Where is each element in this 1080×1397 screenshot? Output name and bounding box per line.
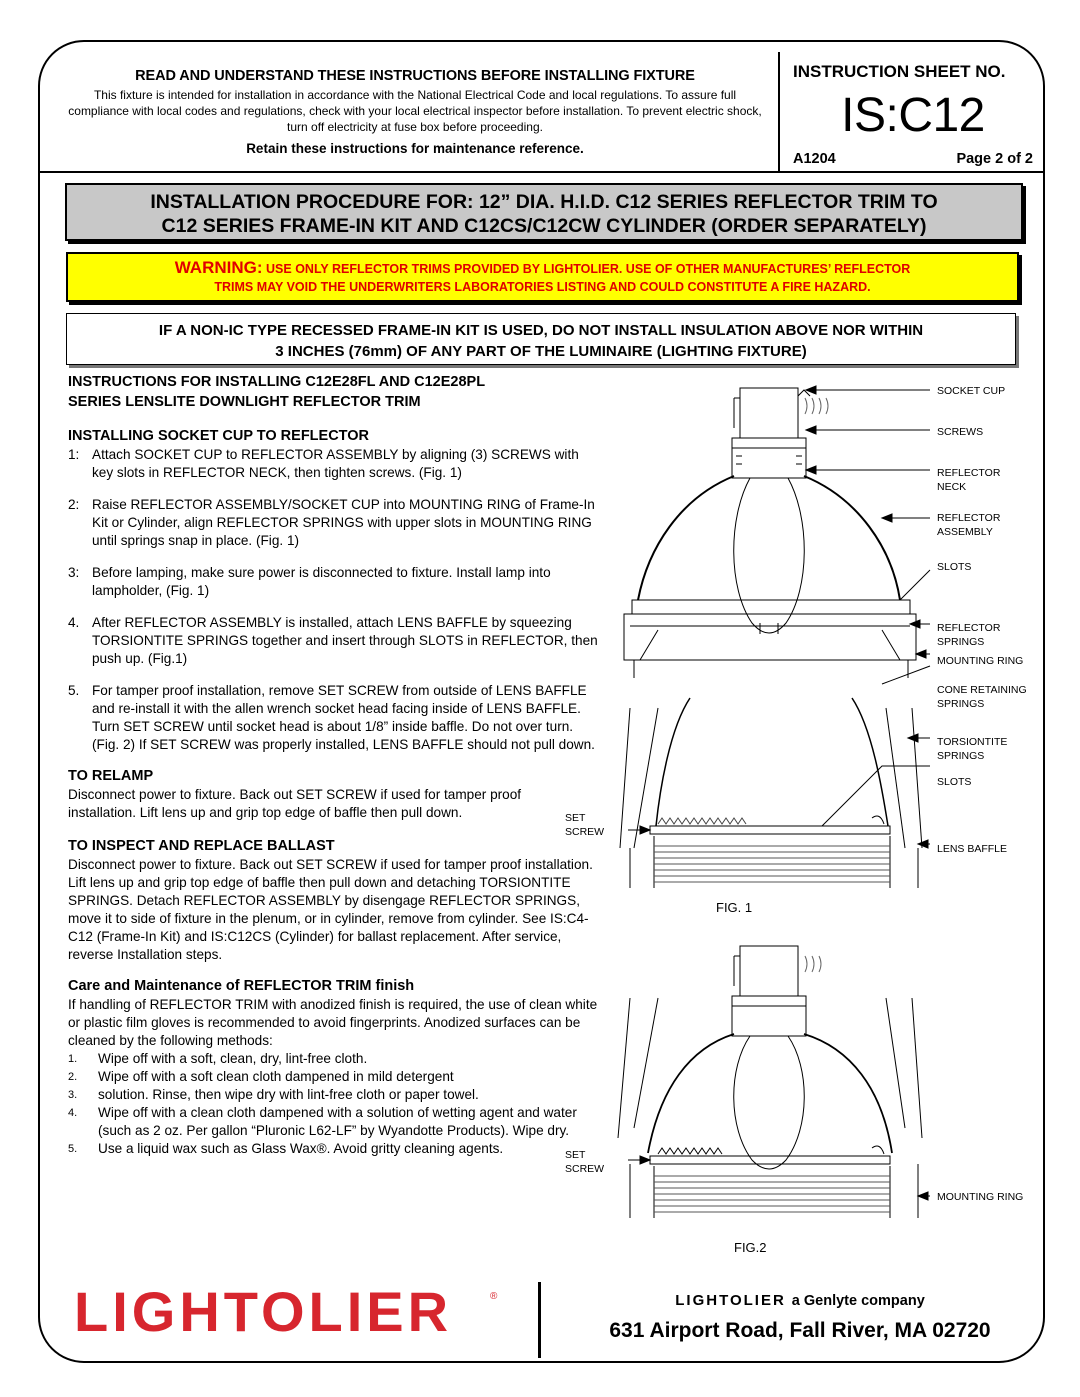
care-item: 5. Use a liquid wax such as Glass Wax®. Avoid gritty cleaning agents. — [68, 1141, 504, 1156]
logo-wordmark: LIGHTOLIER — [74, 1281, 453, 1343]
insulation-line-2: 3 INCHES (76mm) OF ANY PART OF THE LUMINAIRE (LIGHTING FIXTURE) — [275, 343, 807, 360]
fig2-label-set-2: SCREW — [565, 1163, 605, 1175]
label-slots: SLOTS — [937, 561, 972, 573]
sheet-info — [793, 62, 1033, 167]
lightolier-logo — [72, 1281, 512, 1345]
notice-intro: This fixture is intended for installation in accordance with the National Electrical Code and local regulations. To assure full compliance with local codes and regulations, check with your local electrical inspector before installation. To prevent electric shock, turn off electricity at fuse box before proceeding. — [68, 88, 762, 134]
company-address: 631 Airport Road, Fall River, MA 02720 — [609, 1319, 991, 1342]
company-tagline: a Genlyte company — [791, 1292, 925, 1309]
relamp-heading: TO RELAMP — [68, 768, 154, 784]
label-set-1: SET — [565, 812, 586, 824]
page-number: Page 2 of 2 — [956, 151, 1033, 167]
small-logo: LIGHTOLIER — [675, 1292, 786, 1309]
label-reflector-neck-2: NECK — [937, 481, 967, 493]
label-reflector-neck-1: REFLECTOR — [937, 467, 1001, 479]
step-2: 2: Raise REFLECTOR ASSEMBLY/SOCKET CUP into MOUNTING RING of Frame-In Kit or Cylinder, align REFLECTOR SPRINGS with upper slots in MOUNTING RING until springs snap in place. (Fig. 1) — [68, 497, 595, 548]
care-item: 4. Wipe off with a clean cloth dampened with a solution of wetting agent and water (such as 2 oz. Per gallon “Pluronic L62-LF” by Wyandotte Products). Wipe dry. — [68, 1105, 577, 1138]
svg-text:®: ® — [490, 1291, 498, 1302]
procedure-title — [65, 183, 1023, 241]
label-cone-springs-2: SPRINGS — [937, 698, 985, 710]
ballast-heading: TO INSPECT AND REPLACE BALLAST — [68, 838, 335, 854]
notice-heading: READ AND UNDERSTAND THESE INSTRUCTIONS BEFORE INSTALLING FIXTURE — [135, 68, 695, 84]
label-socket-cup: SOCKET CUP — [937, 385, 1006, 397]
title-line-1: INSTALLATION PROCEDURE FOR: 12” DIA. H.I.D. C12 SERIES REFLECTOR TRIM TO — [150, 191, 938, 213]
label-slots-2: SLOTS — [937, 776, 972, 788]
relamp-text: Disconnect power to fixture. Back out SET SCREW if used for tamper proof installation. Lift lens up and grip top edge of baffle then pull down. — [68, 787, 522, 820]
insulation-notice — [66, 313, 1016, 365]
care-heading: Care and Maintenance of REFLECTOR TRIM finish — [68, 978, 415, 994]
care-item: 3. solution. Rinse, then wipe dry with lint-free cloth or paper towel. — [68, 1087, 479, 1102]
doc-id: A1204 — [793, 151, 836, 167]
care-item: 2. Wipe off with a soft clean cloth dampened in mild detergent — [68, 1069, 454, 1084]
warning-line-2: TRIMS MAY VOID THE UNDERWRITERS LABORATORIES LISTING AND COULD CONSTITUTE A FIRE HAZARD. — [214, 280, 871, 294]
title-line-2: C12 SERIES FRAME-IN KIT AND C12CS/C12CW CYLINDER (ORDER SEPARATELY) — [161, 215, 927, 237]
warning-box — [66, 252, 1019, 302]
sheet-code: IS:C12 — [841, 89, 985, 142]
retain-note: Retain these instructions for maintenance reference. — [246, 141, 584, 156]
header-rule — [40, 171, 1043, 173]
label-torsion-1: TORSIONTITE — [937, 736, 1008, 748]
label-mounting-ring: MOUNTING RING — [937, 655, 1024, 667]
label-reflector-assembly-1: REFLECTOR — [937, 512, 1001, 524]
warning-line-1: USE ONLY REFLECTOR TRIMS PROVIDED BY LIGHTOLIER. USE OF OTHER MANUFACTURES’ REFLECTOR — [266, 262, 911, 276]
instructions-column — [68, 372, 598, 1158]
step-4: 4. After REFLECTOR ASSEMBLY is installed, attach LENS BAFFLE by squeezing TORSIONTITE SPRINGS together and insert through SLOTS in REFLECTOR, then push up. (Fig.1) — [68, 615, 598, 666]
footer-divider — [538, 1282, 541, 1358]
socket-heading: INSTALLING SOCKET CUP TO REFLECTOR — [68, 428, 370, 444]
label-torsion-2: SPRINGS — [937, 750, 985, 762]
step-5: 5. For tamper proof installation, remove SET SCREW from outside of LENS BAFFLE and re-install it with the allen wrench socket head facing inside of LENS BAFFLE. Turn SET SCREW until socket head is about 1/8” inside baffle. Do not over turn. (Fig. 2) If SET SCREW was properly installed, LENS BAFFLE should not pull down. — [68, 683, 595, 752]
sheet-label: INSTRUCTION SHEET NO. — [793, 62, 1006, 81]
label-reflector-springs-1: REFLECTOR — [937, 622, 1001, 634]
fig2-label-set-1: SET — [565, 1149, 586, 1161]
figure-1-caption: FIG. 1 — [716, 900, 753, 915]
header-notice — [58, 68, 772, 156]
warning-label: WARNING: — [174, 258, 263, 277]
company-info — [570, 1292, 1030, 1343]
header-divider — [778, 52, 780, 172]
label-reflector-assembly-2: ASSEMBLY — [937, 526, 993, 538]
label-screws: SCREWS — [937, 426, 984, 438]
figure-2-caption: FIG.2 — [734, 1240, 767, 1255]
label-set-2: SCREW — [565, 826, 605, 838]
main-heading-1: INSTRUCTIONS FOR INSTALLING C12E28FL AND C12E28PL — [68, 374, 486, 390]
step-1: 1: Attach SOCKET CUP to REFLECTOR ASSEMBLY by aligning (3) SCREWS with key slots in REFLECTOR NECK, then tighten screws. (Fig. 1) — [68, 447, 579, 480]
step-3: 3: Before lamping, make sure power is disconnected to fixture. Install lamp into lampholder, (Fig. 1) — [68, 565, 551, 598]
main-heading-2: SERIES LENSLITE DOWNLIGHT REFLECTOR TRIM — [68, 394, 421, 410]
care-intro: If handling of REFLECTOR TRIM with anodized finish is required, the use of clean white or plastic film gloves is recommended to avoid fingerprints. Anodized surfaces can be cleaned by the following methods: — [68, 997, 598, 1048]
insulation-line-1: IF A NON-IC TYPE RECESSED FRAME-IN KIT IS USED, DO NOT INSTALL INSULATION ABOVE NOR WITHIN — [158, 322, 924, 339]
label-reflector-springs-2: SPRINGS — [937, 636, 985, 648]
ballast-text: Disconnect power to fixture. Back out SET SCREW if used for tamper proof installation. Lift lens up and grip top edge of baffle then pull down and detaching TORSIONTITE SPRINGS. Detach REFLECTOR ASSEMBLY by disengage REFLECTOR SPRINGS, move it to side of fixture in the plenum, or in cylinder, remove from cylinder. See IS:C4-C12 (Frame-In Kit) and IS:C12CS (Cylinder) for ballast replacement. After service, reverse Installation steps. — [68, 857, 593, 962]
label-lens-baffle: LENS BAFFLE — [937, 843, 1008, 855]
figure-2-drawing — [600, 938, 940, 1238]
fig2-label-mounting-ring: MOUNTING RING — [937, 1191, 1024, 1203]
figure-1-drawing — [600, 378, 940, 898]
care-item: 1. Wipe off with a soft, clean, dry, lint-free cloth. — [68, 1051, 368, 1066]
label-cone-springs-1: CONE RETAINING — [937, 684, 1027, 696]
